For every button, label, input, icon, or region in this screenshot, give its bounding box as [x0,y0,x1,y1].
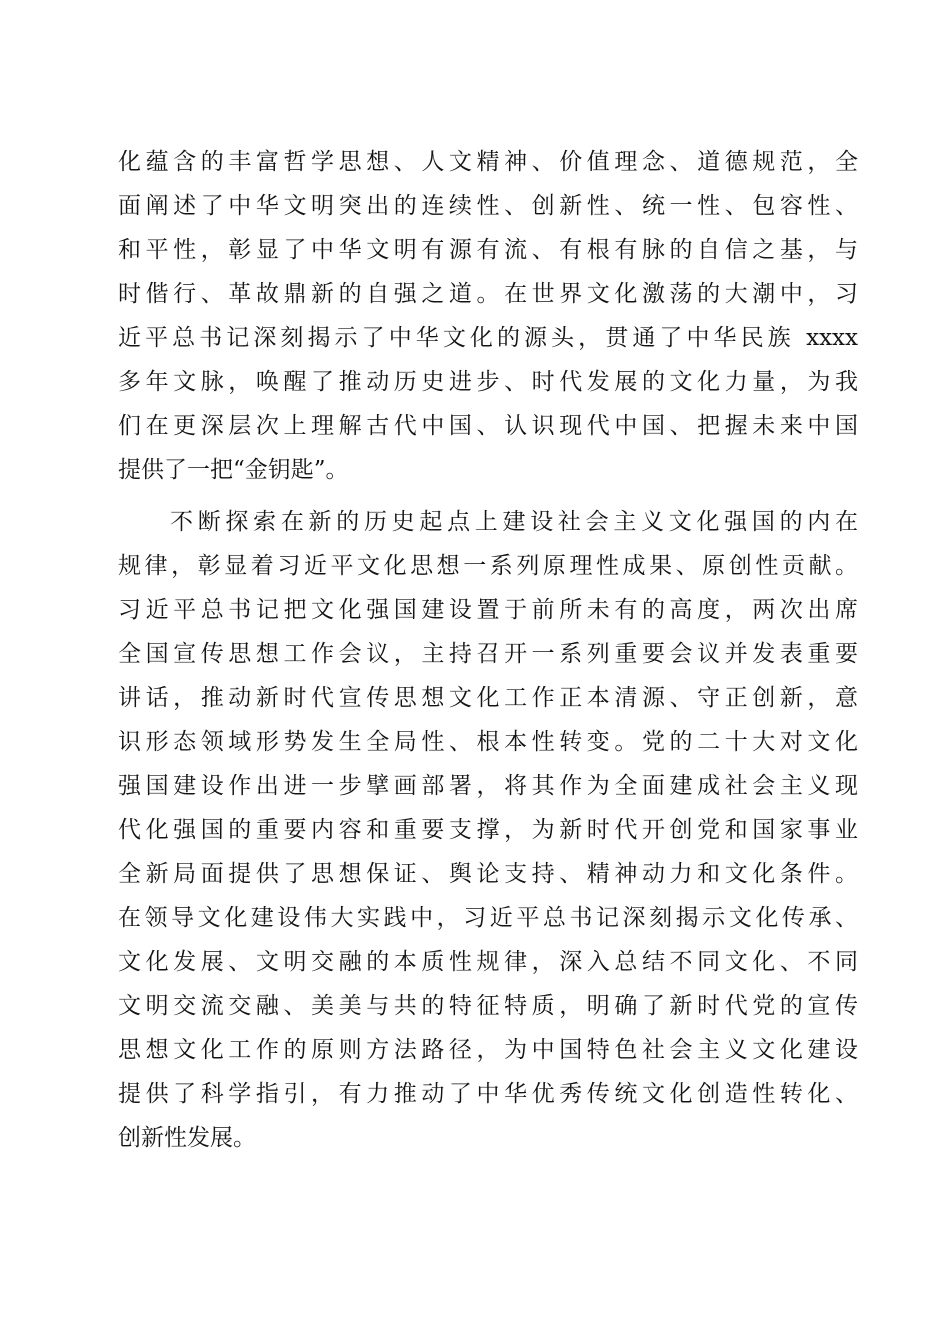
text-line: 创新性发展。 [118,1125,256,1151]
text-line: 面阐述了中华文明突出的连续性、创新性、统一性、包容性、 [118,193,858,219]
text-line: 近平总书记深刻揭示了中华文化的源头，贯通了中华民族 xxxx [118,325,858,351]
text-line: 文化发展、文明交融的本质性规律，深入总结不同文化、不同 [118,949,858,975]
paragraph-1 [118,140,858,492]
text-line: 提供了一把“金钥匙”。 [118,457,349,483]
text-line: 全新局面提供了思想保证、舆论支持、精神动力和文化条件。 [118,861,858,887]
text-line: 和平性，彰显了中华文明有源有流、有根有脉的自信之基，与 [118,237,858,263]
text-line: 强国建设作出进一步擘画部署，将其作为全面建成社会主义现 [118,773,858,799]
text-line: 全国宣传思想工作会议，主持召开一系列重要会议并发表重要 [118,641,858,667]
text-line: 习近平总书记把文化强国建设置于前所未有的高度，两次出席 [118,597,858,623]
text-line: 规律，彰显着习近平文化思想一系列原理性成果、原创性贡献。 [118,553,858,579]
text-line: 思想文化工作的原则方法路径，为中国特色社会主义文化建设 [118,1037,858,1063]
paragraph-2 [118,500,858,1160]
text-line: 识形态领域形势发生全局性、根本性转变。党的二十大对文化 [118,729,858,755]
text-line: 在领导文化建设伟大实践中，习近平总书记深刻揭示文化传承、 [118,905,858,931]
text-line: 多年文脉，唤醒了推动历史进步、时代发展的文化力量，为我 [118,369,858,395]
text-line: 提供了科学指引，有力推动了中华优秀传统文化创造性转化、 [118,1081,858,1107]
text-line: 们在更深层次上理解古代中国、认识现代中国、把握未来中国 [118,413,858,439]
text-line: 讲话，推动新时代宣传思想文化工作正本清源、守正创新，意 [118,685,858,711]
text-line: 时偕行、革故鼎新的自强之道。在世界文化激荡的大潮中，习 [118,281,858,307]
text-line: 化蕴含的丰富哲学思想、人文精神、价值理念、道德规范，全 [118,149,858,175]
text-line: 文明交流交融、美美与共的特征特质，明确了新时代党的宣传 [118,993,858,1019]
text-line: 代化强国的重要内容和重要支撑，为新时代开创党和国家事业 [118,817,858,843]
text-line: 不断探索在新的历史起点上建设社会主义文化强国的内在 [170,509,858,535]
